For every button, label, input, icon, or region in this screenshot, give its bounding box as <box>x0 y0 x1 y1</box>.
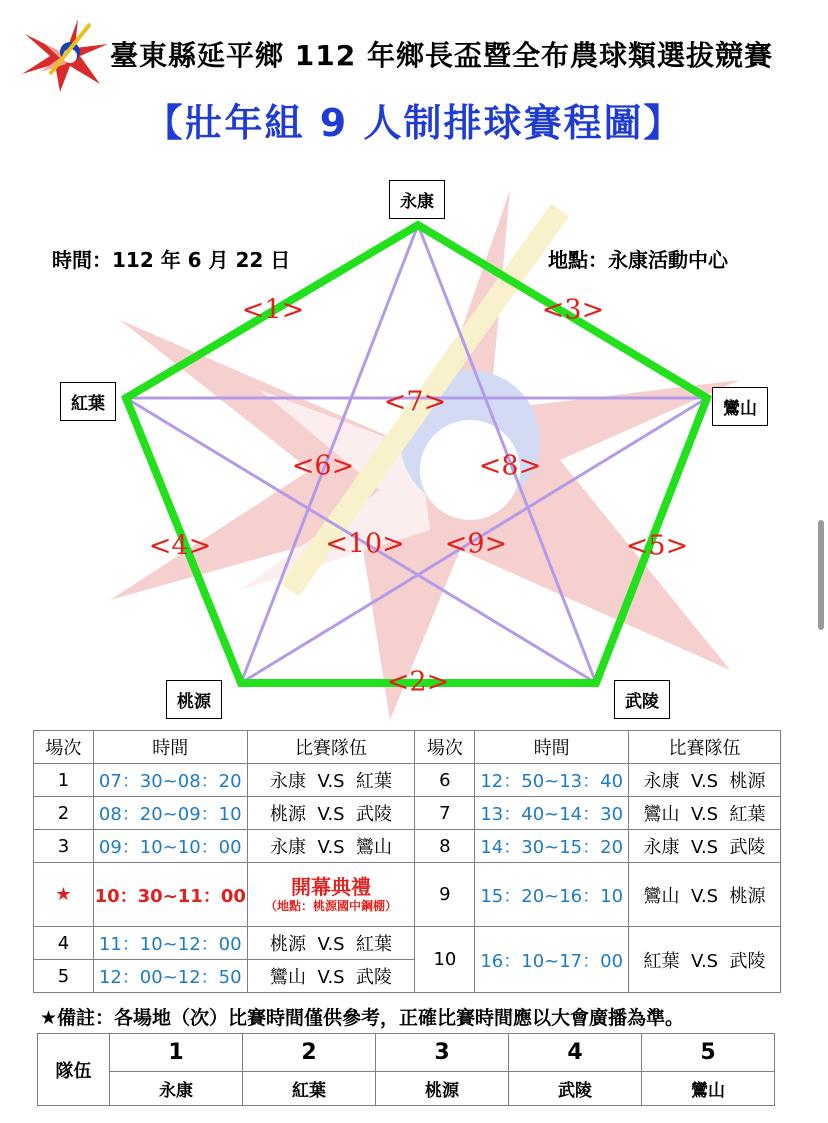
event-date: 時間：112 年 6 月 22 日 <box>52 248 291 272</box>
match-teams: 鸞山 V.S 桃源 <box>629 863 781 927</box>
match-teams: 鸞山 V.S 武陵 <box>247 960 415 993</box>
match-label-10: <10> <box>325 528 405 560</box>
node-team-bottom-right: 武陵 <box>614 680 670 719</box>
match-label-8: <8> <box>478 450 542 482</box>
match-no: 7 <box>415 797 475 830</box>
team-name: 紅葉 <box>243 1072 376 1106</box>
match-time: 11：10~12：00 <box>93 927 247 960</box>
node-team-bottom-left: 桃源 <box>166 680 222 719</box>
match-time: 14：30~15：20 <box>475 830 629 863</box>
page-title: 臺東縣延平鄉 112 年鄉長盃暨全布農球類選拔競賽 <box>110 39 773 72</box>
match-teams: 永康 V.S 桃源 <box>629 764 781 797</box>
match-label-5: <5> <box>625 530 689 562</box>
match-no: 3 <box>34 830 94 863</box>
event-venue: 地點：永康活動中心 <box>548 248 728 272</box>
team-name: 永康 <box>110 1072 243 1106</box>
match-time: 07：30~08：20 <box>93 764 247 797</box>
node-team-left: 紅葉 <box>60 382 116 421</box>
match-teams: 永康 V.S 武陵 <box>629 830 781 863</box>
schedule-note: ★備註：各場地（次）比賽時間僅供參考，正確比賽時間應以大會廣播為準。 <box>40 1007 685 1029</box>
match-no: 5 <box>34 960 94 993</box>
match-no: 2 <box>34 797 94 830</box>
team-name: 桃源 <box>376 1072 509 1106</box>
schedule-table <box>33 730 781 993</box>
opening-ceremony-cell <box>247 863 415 927</box>
match-no: 9 <box>415 863 475 927</box>
team-number-table <box>37 1033 775 1106</box>
outer-pentagon <box>126 225 707 683</box>
team-number: 1 <box>110 1034 243 1072</box>
team-number: 4 <box>509 1034 642 1072</box>
match-teams: 紅葉 V.S 武陵 <box>629 927 781 993</box>
match-label-4: <4> <box>148 530 212 562</box>
match-label-7: <7> <box>383 386 447 418</box>
match-label-6: <6> <box>291 450 355 482</box>
match-teams: 桃源 V.S 紅葉 <box>247 927 415 960</box>
match-label-3: <3> <box>541 294 605 326</box>
team-number: 2 <box>243 1034 376 1072</box>
match-no: 4 <box>34 927 94 960</box>
node-team-right: 鸞山 <box>712 387 768 426</box>
page-subtitle: 【壯年組 9 人制排球賽程圖】 <box>144 101 684 145</box>
match-time: 12：00~12：50 <box>93 960 247 993</box>
match-no: 10 <box>415 927 475 993</box>
match-time: 13：40~14：30 <box>475 797 629 830</box>
match-label-9: <9> <box>444 528 508 560</box>
table-row <box>34 797 781 830</box>
match-teams: 鸞山 V.S 紅葉 <box>629 797 781 830</box>
match-time: 08：20~09：10 <box>93 797 247 830</box>
opening-ceremony-location: （地點：桃源國中鋼棚） <box>265 898 398 913</box>
team-number-row <box>38 1034 775 1072</box>
table-row <box>34 764 781 797</box>
team-number: 3 <box>376 1034 509 1072</box>
node-team-top: 永康 <box>389 180 445 219</box>
table-row <box>34 927 781 960</box>
match-time: 16：10~17：00 <box>475 927 629 993</box>
match-label-2: <2> <box>386 666 450 698</box>
header-cell: 時間 <box>93 731 247 764</box>
header-cell: 場次 <box>415 731 475 764</box>
table-row <box>34 830 781 863</box>
star-icon: ★ <box>34 863 94 927</box>
header-cell: 時間 <box>475 731 629 764</box>
opening-ceremony-label: 開幕典禮 <box>291 874 372 899</box>
table-row <box>34 863 781 927</box>
match-label-1: <1> <box>241 294 305 326</box>
match-time: 09：10~10：00 <box>93 830 247 863</box>
match-time: 15：20~16：10 <box>475 863 629 927</box>
scrollbar-thumb[interactable] <box>818 520 824 630</box>
match-time: 12：50~13：40 <box>475 764 629 797</box>
match-no: 1 <box>34 764 94 797</box>
team-name: 鸞山 <box>642 1072 775 1106</box>
match-time: 10：30~11：00 <box>93 863 247 927</box>
team-name: 武陵 <box>509 1072 642 1106</box>
match-teams: 桃源 V.S 武陵 <box>247 797 415 830</box>
match-teams: 永康 V.S 紅葉 <box>247 764 415 797</box>
team-name-row <box>38 1072 775 1106</box>
team-number: 5 <box>642 1034 775 1072</box>
match-no: 6 <box>415 764 475 797</box>
header-cell: 比賽隊伍 <box>629 731 781 764</box>
match-teams: 永康 V.S 鸞山 <box>247 830 415 863</box>
table-header-row <box>34 731 781 764</box>
header-cell: 比賽隊伍 <box>247 731 415 764</box>
header-cell: 場次 <box>34 731 94 764</box>
match-no: 8 <box>415 830 475 863</box>
team-label: 隊伍 <box>38 1034 110 1106</box>
